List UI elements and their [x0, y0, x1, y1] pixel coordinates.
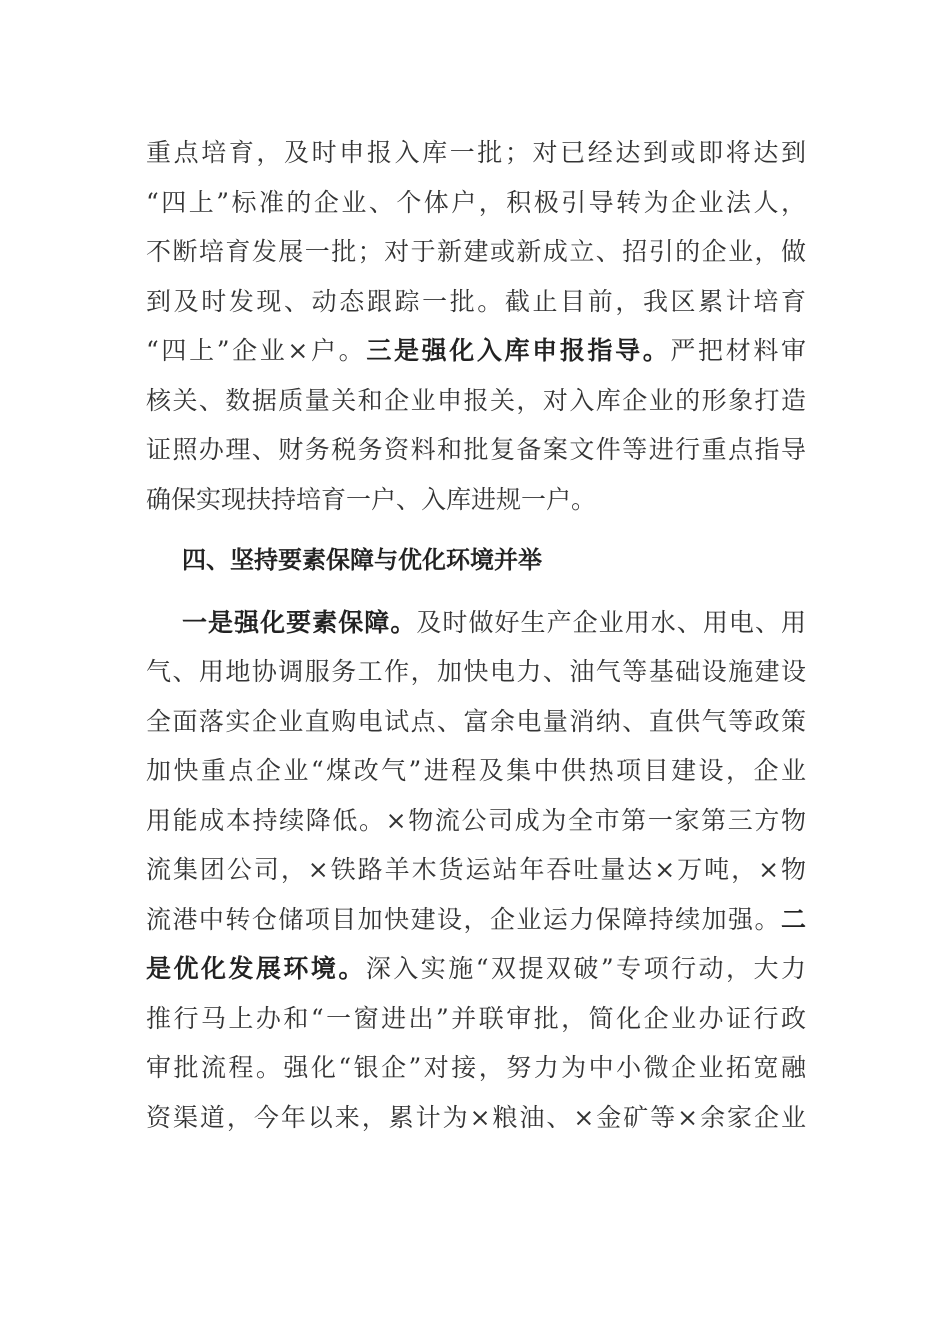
paragraph-line: 气、用地协调服务工作，加快电力、油气等基础设施建设 — [146, 657, 806, 686]
paragraph-line: 不断培育发展一批；对于新建或新成立、招引的企业，做 — [146, 237, 806, 266]
document-body — [146, 128, 806, 1142]
paragraph-line: 推行马上办和“一窗进出”并联审批，简化企业办证行政 — [146, 1003, 806, 1033]
paragraph-line: 重点培育，及时申报入库一批；对已经达到或即将达到 — [146, 138, 806, 167]
paragraph-line: 资渠道，今年以来，累计为×粮油、×金矿等×余家企业 — [146, 1102, 806, 1132]
text-run: 流港中转仓储项目加快建设，企业运力保障持续加强。 — [146, 904, 781, 934]
text-run: 严把材料审 — [670, 336, 806, 365]
bold-lead-phrase: 三是强化入库申报指导。 — [366, 336, 671, 365]
bold-lead-phrase: 是优化发展环境。 — [146, 954, 366, 983]
section-heading: 四、坚持要素保障与优化环境并举 — [182, 546, 542, 574]
paragraph-line: 加快重点企业“煤改气”进程及集中供热项目建设，企业 — [146, 756, 806, 785]
paragraph-line: 用能成本持续降低。×物流公司成为全市第一家第三方物 — [146, 805, 806, 835]
paragraph-line — [146, 326, 806, 376]
paragraph-line: 确保实现扶持培育一户、入库进规一户。 — [146, 484, 597, 514]
bold-lead-phrase: 二 — [780, 904, 806, 934]
paragraph-line: 审批流程。强化“银企”对接，努力为中小微企业拓宽融 — [146, 1053, 806, 1082]
paragraph-line: 流集团公司，×铁路羊木货运站年吞吐量达×万吨，×物 — [146, 855, 806, 884]
paragraph-line: 核关、数据质量关和企业申报关，对入库企业的形象打造 — [146, 385, 806, 415]
text-run: “四上”企业×户。 — [146, 336, 367, 365]
text-run: 深入实施“双提双破”专项行动，大力 — [365, 954, 806, 983]
paragraph-line: 全面落实企业直购电试点、富余电量消纳、直供气等政策 — [146, 706, 806, 736]
bold-lead-phrase: 一是强化要素保障。 — [182, 607, 417, 637]
text-run: 及时做好生产企业用水、用电、用 — [416, 607, 806, 637]
paragraph-line — [146, 895, 806, 945]
paragraph-line — [146, 598, 806, 648]
paragraph-line — [146, 944, 806, 994]
paragraph-line: 证照办理、财务税务资料和批复备案文件等进行重点指导 — [146, 435, 806, 464]
paragraph-line: 到及时发现、动态跟踪一批。截止目前，我区累计培育 — [146, 286, 806, 316]
paragraph-line: “四上”标准的企业、个体户，积极引导转为企业法人， — [146, 187, 806, 217]
